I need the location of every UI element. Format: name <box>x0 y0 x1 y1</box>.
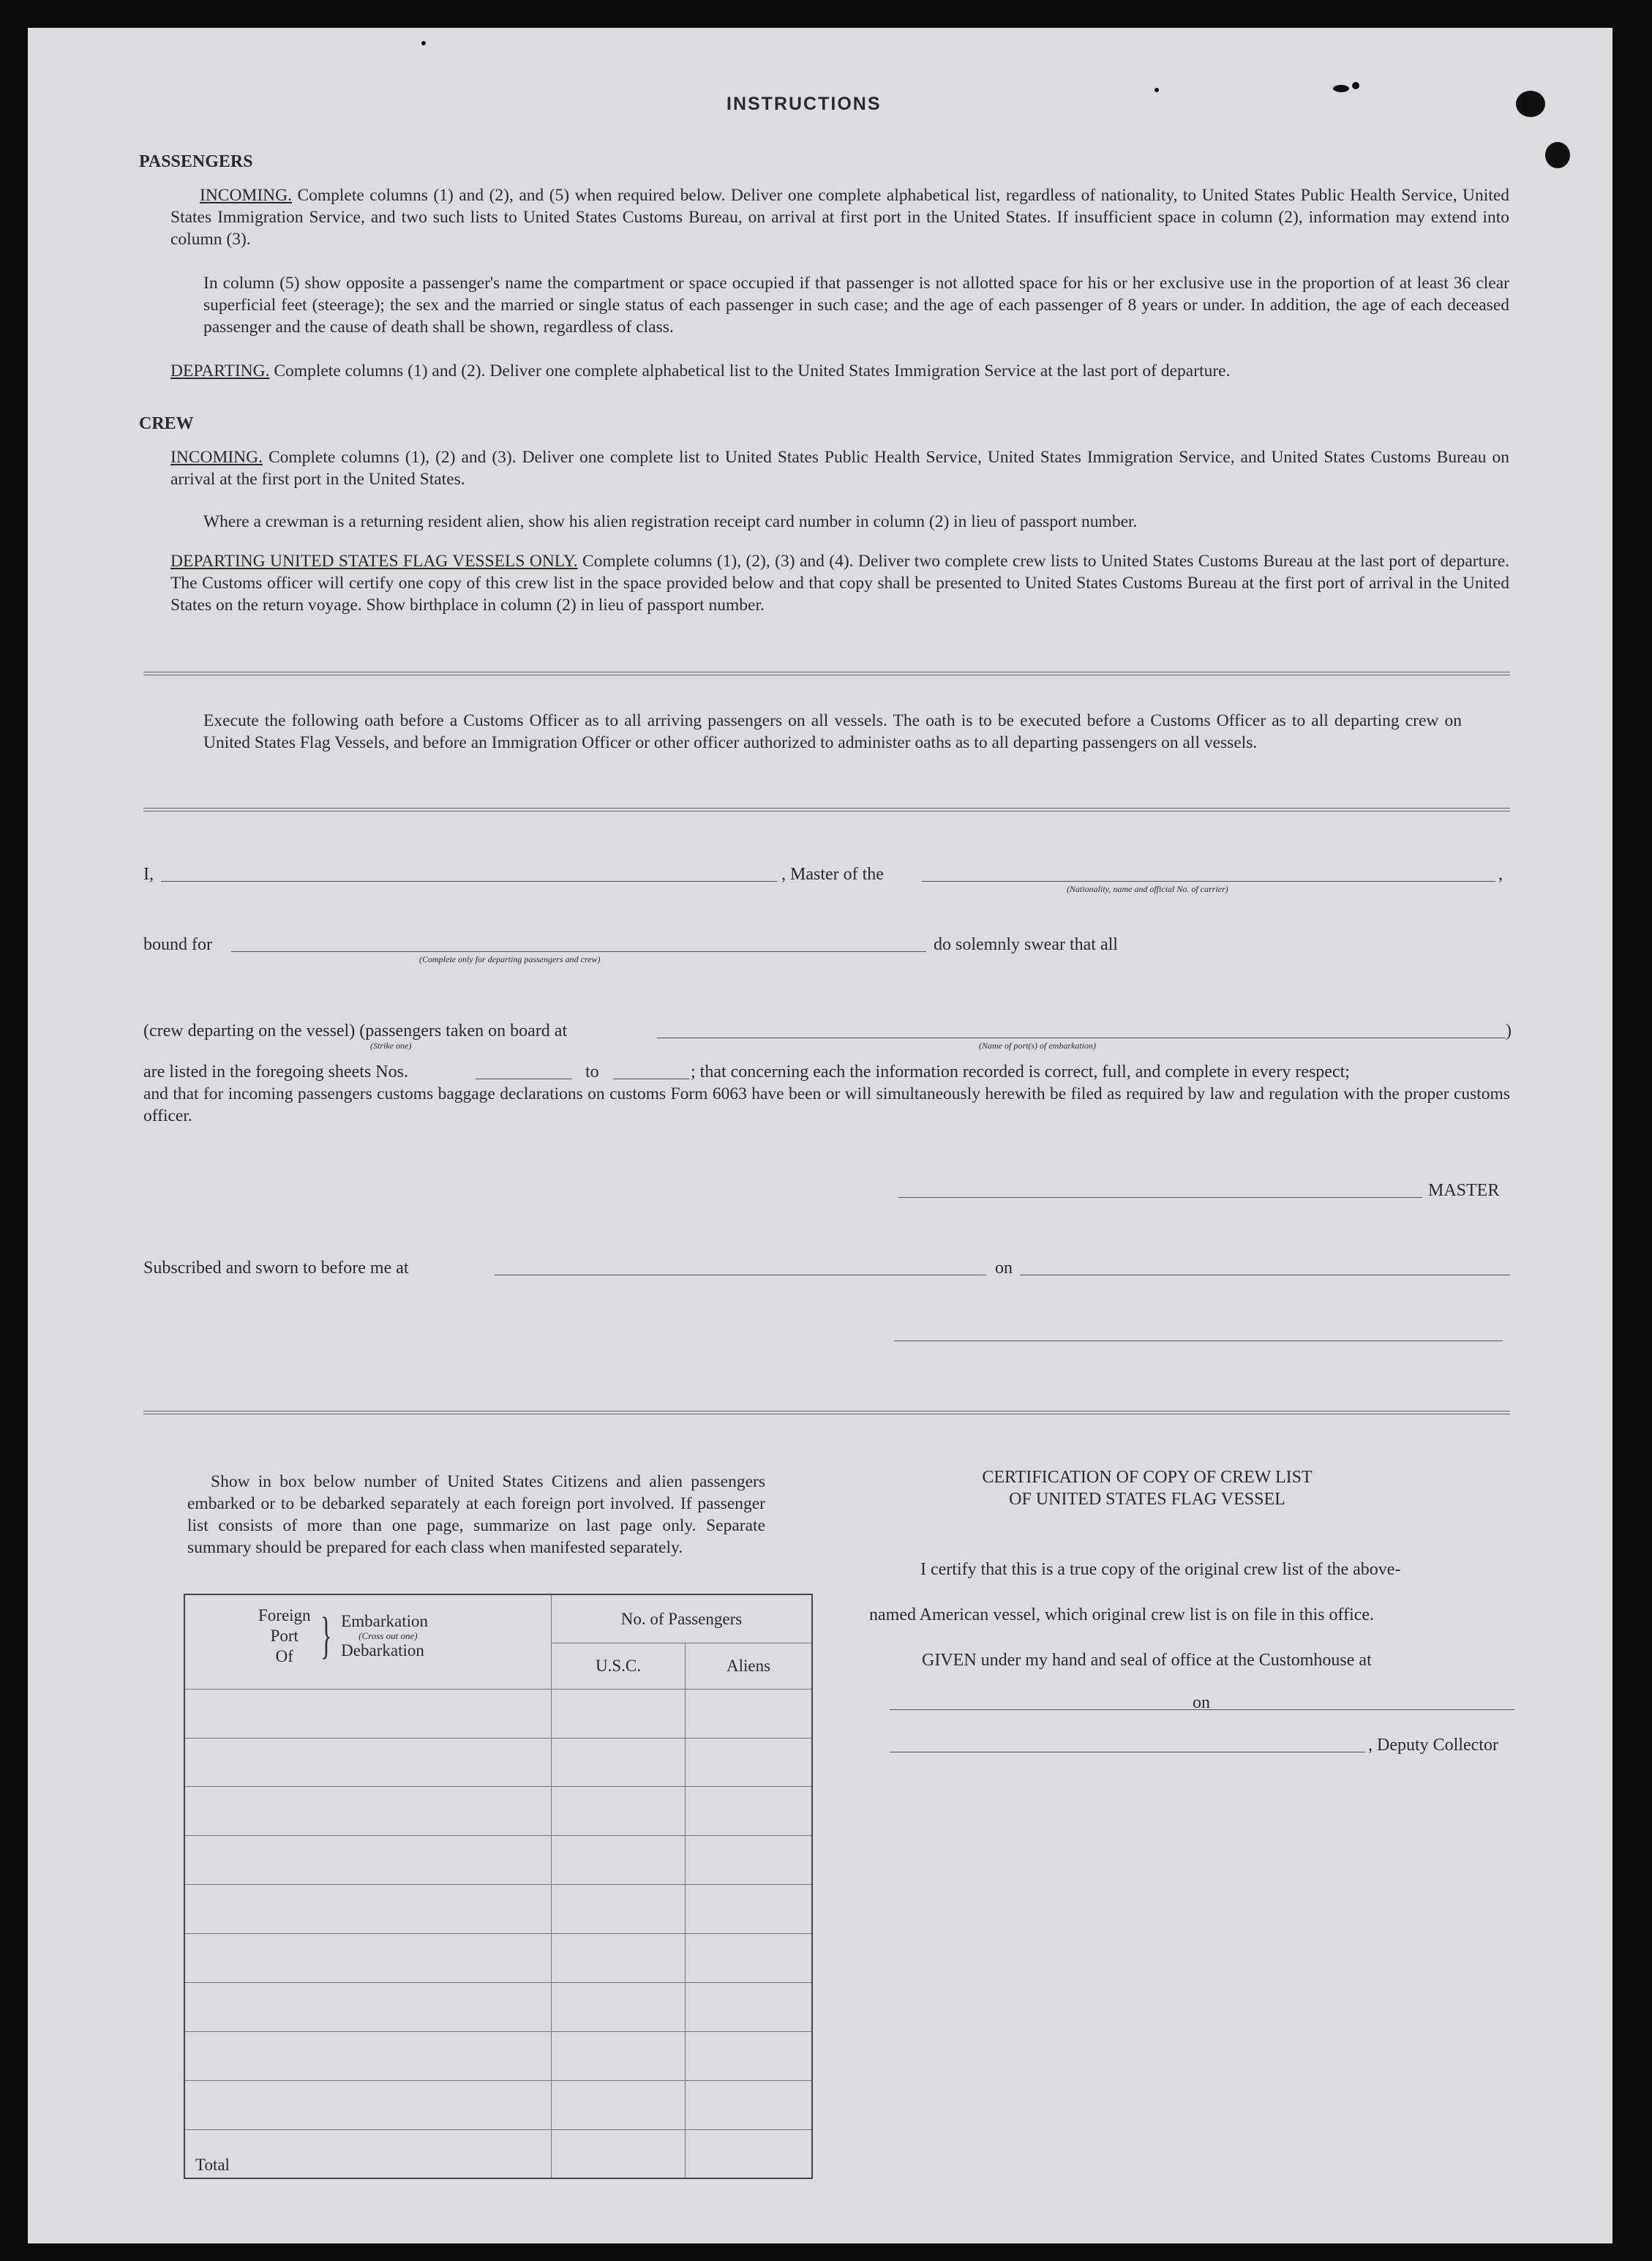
table-row <box>184 1885 812 1934</box>
passenger-summary-table <box>184 1594 813 2179</box>
aliens-cell[interactable] <box>686 1982 813 2031</box>
nationality-hint: (Nationality, name and official No. of carrier) <box>1067 884 1228 894</box>
aliens-cell[interactable] <box>686 1689 813 1738</box>
usc-cell[interactable] <box>552 1738 686 1787</box>
port-cell[interactable] <box>184 1689 552 1738</box>
passengers-departing-paragraph <box>170 360 1509 382</box>
swear-label: do solemnly swear that all <box>934 935 1118 954</box>
oath-instructions: Execute the following oath before a Customs Officer as to all arriving passengers on all vessels. The oath is to be executed before a Customs Officer as to all departing crew on United States Flag Vessels, and before an Immigration Officer or other officer authorized to administer oaths as to all departing passengers on all vessels. <box>203 711 1462 752</box>
listed-sheets-label: are listed in the foregoing sheets Nos. <box>143 1062 408 1081</box>
port-cell[interactable] <box>184 1836 552 1885</box>
certify-line-3: GIVEN under my hand and seal of office at the Customhouse at <box>922 1651 1372 1670</box>
sworn-on-label: on <box>995 1259 1013 1278</box>
bound-for-field[interactable] <box>231 951 926 952</box>
aliens-header: Aliens <box>686 1643 813 1689</box>
usc-header: U.S.C. <box>552 1643 686 1689</box>
table-row <box>184 1982 812 2031</box>
customhouse-field[interactable] <box>890 1709 1223 1710</box>
total-row <box>184 2129 812 2178</box>
crew-passengers-label: (crew departing on the vessel) (passengers taken on board at <box>143 1021 568 1040</box>
listed-statement: ; that concerning each the information recorded is correct, full, and complete in every respect; <box>691 1062 1350 1081</box>
usc-cell[interactable] <box>552 2080 686 2129</box>
bound-for-label: bound for <box>143 935 212 954</box>
usc-cell[interactable] <box>552 1689 686 1738</box>
of-label: Of <box>275 1647 293 1665</box>
port-cell[interactable] <box>184 1982 552 2031</box>
page-title: INSTRUCTIONS <box>726 94 882 114</box>
port-cell[interactable] <box>184 1787 552 1836</box>
passengers-incoming-paragraph <box>170 184 1509 250</box>
port-cell[interactable] <box>184 1885 552 1934</box>
master-of-label: , Master of the <box>781 865 884 884</box>
listed-to-label: to <box>585 1062 599 1081</box>
usc-cell[interactable] <box>552 1787 686 1836</box>
passengers-incoming-label: INCOMING. <box>200 186 292 205</box>
aliens-total-cell[interactable] <box>686 2129 813 2178</box>
table-row <box>184 1836 812 1885</box>
column5-paragraph: In column (5) show opposite a passenger's name the compartment or space occupied if that passenger is not allotted space for his or her exclusive use in the proportion of at least 36 clear superficial feet (steerage); the sex and the married or single status of each passenger in such case; and the age of each passenger of 8 years or under. In addition, the age of each deceased passenger and the cause of death shall be shown, regardless of class. <box>203 274 1509 337</box>
total-label: Total <box>184 2129 552 2178</box>
aliens-cell[interactable] <box>686 1885 813 1934</box>
certification-title-2: OF UNITED STATES FLAG VESSEL <box>1009 1490 1285 1509</box>
certification-title-1: CERTIFICATION OF COPY OF CREW LIST <box>982 1468 1313 1487</box>
certify-line-2: named American vessel, which original crew list is on file in this office. <box>869 1605 1375 1624</box>
ink-blot <box>1516 91 1545 117</box>
brace-icon: } <box>320 1608 331 1664</box>
master-name-field[interactable] <box>161 881 777 882</box>
table-row <box>184 2031 812 2080</box>
crew-incoming-paragraph <box>170 446 1509 490</box>
ink-speck <box>421 41 426 45</box>
usc-cell[interactable] <box>552 1836 686 1885</box>
summary-instructions: Show in box below number of United States Citizens and alien passengers embarked or to be debarked separately at each foreign port involved. If passenger list consists of more than one page, summarize on last page only. Separate summary should be prepared for each class when manifested separately. <box>187 1472 765 1557</box>
oath-i-label: I, <box>143 865 154 884</box>
port-cell[interactable] <box>184 2080 552 2129</box>
listed-statement-cont: and that for incoming passengers customs baggage declarations on customs Form 6063 have been or will simultaneously herewith be filed as required by law and regulation with the proper customs officer. <box>143 1084 1510 1125</box>
carrier-field[interactable] <box>922 881 1495 882</box>
section-divider <box>143 1411 1510 1414</box>
aliens-cell[interactable] <box>686 2031 813 2080</box>
port-cell[interactable] <box>184 1738 552 1787</box>
port-label: Port <box>270 1627 299 1645</box>
embarkation-label: Embarkation <box>341 1612 428 1630</box>
aliens-cell[interactable] <box>686 2080 813 2129</box>
master-label: MASTER <box>1428 1181 1500 1200</box>
certify-line-1: I certify that this is a true copy of the original crew list of the above- <box>920 1560 1401 1579</box>
crew-resident-paragraph: Where a crewman is a returning resident alien, show his alien registration receipt card number in column (2) in lieu of passport number. <box>203 512 1138 531</box>
table-row <box>184 2080 812 2129</box>
usc-total-cell[interactable] <box>552 2129 686 2178</box>
crew-heading: CREW <box>139 414 194 433</box>
port-header-cell <box>184 1594 552 1689</box>
usc-cell[interactable] <box>552 1885 686 1934</box>
table-row <box>184 1689 812 1738</box>
crew-departing-paragraph <box>170 550 1509 616</box>
aliens-cell[interactable] <box>686 1738 813 1787</box>
foreign-label: Foreign <box>258 1606 311 1624</box>
certify-on-label: on <box>1193 1693 1210 1712</box>
crew-incoming-label: INCOMING. <box>170 448 263 467</box>
passengers-departing-label: DEPARTING. <box>170 361 270 380</box>
section-divider <box>143 808 1510 811</box>
certify-date-field[interactable] <box>1219 1709 1514 1710</box>
port-hint: (Name of port(s) of embarkation) <box>979 1040 1096 1051</box>
strike-one-hint: (Strike one) <box>370 1040 412 1051</box>
port-cell[interactable] <box>184 1934 552 1983</box>
no-passengers-header: No. of Passengers <box>552 1594 813 1643</box>
table-row <box>184 1738 812 1787</box>
crew-departing-text: Complete columns (1), (2), (3) and (4). Deliver two complete crew lists to United States Customs Bureau at the last port of departure. The Customs officer will certify one copy of this crew list in the space provided below and that copy shall be presented to United States Customs Bureau at the first port of arrival in the United States on the return voyage. Show birthplace in column (2) in lieu of passport number. <box>170 552 1509 615</box>
port-cell[interactable] <box>184 2031 552 2080</box>
crew-incoming-text: Complete columns (1), (2) and (3). Deliver one complete list to United States Public Health Service, United States Immigration Service, and United States Customs Bureau on arrival at the first port in the United States. <box>170 448 1509 489</box>
passengers-heading: PASSENGERS <box>139 152 253 171</box>
cross-out-hint: (Cross out one) <box>358 1630 418 1641</box>
document-page: INSTRUCTIONS PASSENGERS INCOMING. Complete columns (1) and (2), and (5) when required below. Deliver one complete alphabetical list, regardless of nationality, to United States Public Health Service, United States Immigration Service, and two such lists to United States Customs Bureau, on arrival at first port in the United States. If insufficient space in column (2), information may extend into column (3). In column (5) show opposite a passenger's name the compartment or space occupied if that passenger is not allotted space for his or her exclusive use in the proportion of at least 36 clear superficial feet (steerage); the sex and the married or single status of each passenger in such case; and the age of each passenger of 8 years or under. In addition, the age of each deceased passenger and the cause of death shall be shown, regardless of class. DEPARTING. Complete columns (1) and (2). Deliver one complete alphabetical list to the United States Immigration Service at the last port of departure. CREW INCOMING. Complete columns (1), (2) and (3). Deliver one complete list to United States Public Health Service, United States Immigration Service, and United States Customs Bureau on arrival at the first port in the United States. Where a crewman is a returning resident alien, show his alien registration receipt card number in column (2) in lieu of passport number. DEPARTING UNITED STATES FLAG VESSELS ONLY. Complete columns (1), (2), (3) and (4). Deliver two complete crew lists to United States Customs Bureau at the last port of departure. The Customs officer will certify one copy of this crew list in the space provided below and that copy shall be presented to United States Customs Bureau at the first port of arrival in the United States on the return voyage. Show birthplace in column (2) in lieu of passport number. Execute the following oath before a Customs Officer as to all arriving passengers on all vessels. The oath is to be executed before a Customs Officer as to all departing crew on United States Flag Vessels, and before an Immigration Officer or other officer authorized to administer oaths as to all departing passengers on all vessels. I, , Master of the , (Nationality, name and official No. of carrier) bound for do solemnly swear that all (Complete only for departing passengers and crew) (crew departing on the vessel) (passengers taken on board at ) (Strike one) (Name of port(s) of embarkation) are listed in the foregoing sheets Nos. to ; that concerning each the information recorded is correct, full, and complete in every respect; and that for incoming passengers customs baggage declarations on customs Form 6063 have been or will simultaneously herewith be filed as required by law and regulation with the proper customs officer. MASTER Subscribed and sworn to before me at on Show in box below number of United States Citizens and alien passengers embarked or to be debarked separately at each foreign port involved. If passenger list consists of more than one page, summarize on last page only. Separate summary should be prepared for each class when manifested separately. Foreign Port Of } Embarkation (Cross out one) Debarkation No. of Passengers U.S.C. Aliens Total CERTIFICATION OF COPY OF CREW LIST OF UNITED STATES FLAG VESSEL I certify that this is a true copy of the original crew list of the above- named American vessel, which original crew list is on file in this office. GIVEN under my hand and seal of office at the Customhouse at on , Deputy Collector <box>28 28 1612 2243</box>
debarkation-label: Debarkation <box>341 1641 424 1660</box>
ink-speck <box>1333 85 1349 92</box>
usc-cell[interactable] <box>552 2031 686 2080</box>
table-row <box>184 1787 812 1836</box>
aliens-cell[interactable] <box>686 1836 813 1885</box>
ink-speck <box>1154 88 1159 92</box>
master-signature-field[interactable] <box>898 1197 1422 1198</box>
complete-only-hint: (Complete only for departing passengers and crew) <box>419 954 601 964</box>
aliens-cell[interactable] <box>686 1787 813 1836</box>
close-paren: ) <box>1506 1021 1512 1040</box>
table-row <box>184 1934 812 1983</box>
section-divider <box>143 672 1510 675</box>
passengers-incoming-text: Complete columns (1) and (2), and (5) when required below. Deliver one complete alphabetical list, regardless of nationality, to United States Public Health Service, United States Immigration Service, and two such lists to United States Customs Bureau, on arrival at first port in the United States. If insufficient space in column (2), information may extend into column (3). <box>170 186 1510 249</box>
aliens-cell[interactable] <box>686 1934 813 1983</box>
passengers-departing-text: Complete columns (1) and (2). Deliver one complete alphabetical list to the United States Immigration Service at the last port of departure. <box>274 361 1231 380</box>
ink-blot <box>1545 142 1570 168</box>
deputy-collector-label: , Deputy Collector <box>1368 1736 1498 1755</box>
subscribed-label: Subscribed and sworn to before me at <box>143 1259 409 1278</box>
crew-departing-label: DEPARTING UNITED STATES FLAG VESSELS ONLY. <box>170 552 578 571</box>
ink-speck <box>1352 82 1359 89</box>
usc-cell[interactable] <box>552 1934 686 1983</box>
usc-cell[interactable] <box>552 1982 686 2031</box>
